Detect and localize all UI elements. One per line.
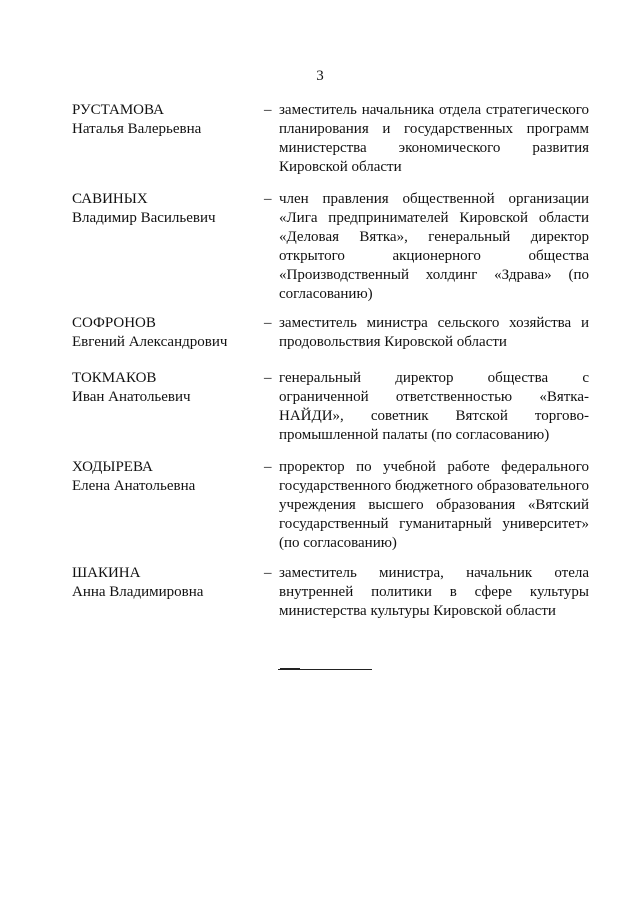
member-name <box>72 101 262 139</box>
member-name <box>72 458 262 496</box>
closing-rule <box>278 669 372 670</box>
member-position: член правления общественной организации «Лига предпринимателей Кировской области «Деловая Вятка», генеральный директор открытого акционерного общества «Производственный холдинг «Здрава» (по согласованию) <box>279 191 589 302</box>
member-surname: ХОДЫРЕВА <box>72 459 153 475</box>
member-surname: СОФРОНОВ <box>72 315 156 331</box>
member-name <box>72 190 262 228</box>
member-given-names: Анна Владимировна <box>72 584 204 600</box>
member-name <box>72 314 262 352</box>
page-number: 3 <box>316 68 324 84</box>
member-position: заместитель министра сельского хозяйства и продовольствия Кировской области <box>279 315 589 350</box>
member-name <box>72 369 262 407</box>
entry-dash: – <box>264 102 272 118</box>
member-given-names: Наталья Валерьевна <box>72 121 202 137</box>
entry-dash: – <box>264 315 272 331</box>
member-entry-shakina <box>72 564 592 624</box>
member-surname: ТОКМАКОВ <box>72 370 157 386</box>
member-given-names: Иван Анатольевич <box>72 389 191 405</box>
entry-dash: – <box>264 370 272 386</box>
member-given-names: Владимир Васильевич <box>72 210 216 226</box>
member-surname: САВИНЫХ <box>72 191 148 207</box>
member-position: генеральный директор общества с ограниченной ответственностью «Вятка-НАЙДИ», советник Вятской торгово-промышленной палаты (по согласованию) <box>279 370 589 443</box>
member-entry-sofronov <box>72 314 592 354</box>
member-position: проректор по учебной работе федерального государственного бюджетного образовательного учреждения высшего образования «Вятский государственный гуманитарный университет» (по согласованию) <box>279 459 589 551</box>
member-entry-rustamova <box>72 101 592 179</box>
member-position: заместитель начальника отдела стратегического планирования и государственных программ министерства экономического развития Кировской области <box>279 102 589 175</box>
member-entry-tokmakov <box>72 369 592 449</box>
entry-dash: – <box>264 565 272 581</box>
member-surname: ШАКИНА <box>72 565 141 581</box>
member-given-names: Елена Анатольевна <box>72 478 196 494</box>
member-entry-savinykh <box>72 190 592 302</box>
member-position: заместитель министра, начальник отела внутренней политики в сфере культуры министерства культуры Кировской области <box>279 565 589 619</box>
member-surname: РУСТАМОВА <box>72 102 164 118</box>
member-given-names: Евгений Александрович <box>72 334 228 350</box>
member-entry-khodyreva <box>72 458 592 558</box>
entry-dash: – <box>264 459 272 475</box>
member-name <box>72 564 262 602</box>
entry-dash: – <box>264 191 272 207</box>
